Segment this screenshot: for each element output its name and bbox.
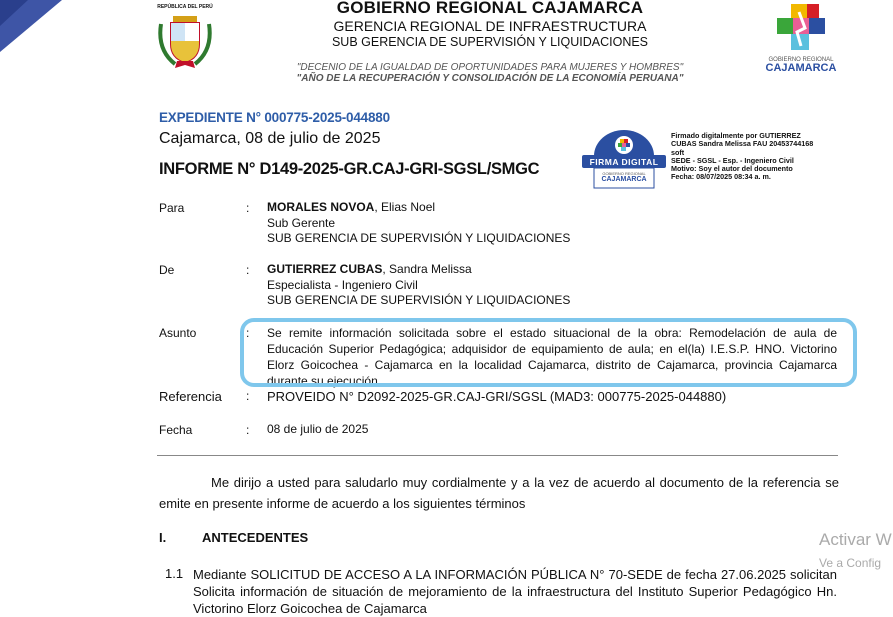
fecha-colon: :: [246, 423, 250, 437]
asunto-text: Se remite información solicitada sobre el estado situacional de la obra: Remodelación de aula de Educación Superior Pedagógica; adquisidor de equipamiento de aula; en el(la) I.E.S.P. HNO. Victorino Elorz Goicochea - Cajamarca en la localidad Cajamarca, distrito de Cajamarca, provincia Cajamarca durante su ejecución.: [267, 326, 837, 388]
de-name-rest: , Sandra Melissa: [382, 262, 472, 276]
city-date: Cajamarca, 08 de julio de 2025: [159, 130, 381, 147]
badge-label: FIRMA DIGITAL: [589, 157, 659, 167]
para-colon: :: [246, 201, 250, 215]
peru-coat-of-arms-logo: [155, 4, 215, 72]
digital-signature-badge: [580, 128, 668, 190]
badge-sub-1: GOBIERNO REGIONAL: [602, 171, 646, 176]
header-slogan-2: "AÑO DE LA RECUPERACIÓN Y CONSOLIDACIÓN DE LA ECONOMÍA PERUANA": [296, 73, 684, 84]
para-label: Para: [159, 201, 185, 215]
para-value: [267, 200, 570, 247]
de-position: Especialista - Ingeniero Civil: [267, 277, 418, 292]
item-number: 1.1: [165, 566, 184, 581]
digital-signature-text: [671, 132, 851, 182]
section-title: ANTECEDENTES: [202, 530, 309, 545]
asunto-label: Asunto: [159, 326, 197, 340]
header-subtitle-1: GERENCIA REGIONAL DE INFRAESTRUCTURA: [333, 18, 647, 34]
de-value: [267, 262, 570, 309]
referencia-label: Referencia: [159, 389, 222, 404]
divider: [157, 455, 838, 456]
para-position: Sub Gerente: [267, 215, 336, 230]
cajamarca-cross-icon: [771, 2, 831, 54]
intro-paragraph: [159, 472, 839, 514]
asunto-highlight-outline: [240, 318, 857, 387]
signature-line: soft: [671, 147, 685, 157]
activation-watermark-line2: Ve a Config: [819, 556, 882, 570]
para-name-bold: MORALES NOVOA: [267, 200, 375, 214]
expediente-number: EXPEDIENTE N° 000775-2025-044880: [159, 110, 390, 125]
right-logo-line1: GOBIERNO REGIONAL: [768, 57, 834, 63]
para-office: SUB GERENCIA DE SUPERVISIÓN Y LIQUIDACIONES: [267, 231, 571, 245]
intro-paragraph-text: Me dirijo a usted para saludarlo muy cordialmente y a la vez de acuerdo al documento de la referencia se emite en presente informe de acuerdo a los siguientes términos: [159, 475, 839, 511]
fecha-text: 08 de julio de 2025: [267, 422, 369, 436]
header-slogan-1: "DECENIO DE LA IGUALDAD DE OPORTUNIDADES PARA MUJERES Y HOMBRES": [296, 62, 684, 73]
signature-line: Firmado digitalmente por GUTIERREZ: [671, 131, 801, 140]
fecha-label: Fecha: [159, 423, 193, 437]
corner-decoration: [0, 0, 62, 58]
signature-line: CUBAS Sandra Melissa FAU 20453744168: [671, 139, 814, 149]
signature-line: Fecha: 08/07/2025 08:34 a. m.: [671, 172, 771, 182]
de-office: SUB GERENCIA DE SUPERVISIÓN Y LIQUIDACIONES: [267, 293, 571, 307]
signature-line: SEDE - SGSL - Esp. - Ingeniero Civil: [671, 155, 794, 165]
header-subtitle-2: SUB GERENCIA DE SUPERVISIÓN Y LIQUIDACIONES: [331, 35, 649, 49]
section-number: I.: [159, 530, 167, 545]
left-logo-caption: REPÚBLICA DEL PERÚ: [157, 4, 213, 10]
activation-watermark-line1: Activar W: [819, 530, 892, 549]
de-colon: :: [246, 263, 250, 277]
item-text: Mediante SOLICITUD DE ACCESO A LA INFORMACIÓN PÚBLICA N° 70-SEDE de fecha 27.06.2025 solicitan Solicita información de situación de mejoramiento de la infraestructura del Instituto Superior Pedagógico Hn. Victorino Elorz Goicochea de Cajamarca: [193, 567, 837, 616]
de-label: De: [159, 263, 175, 277]
badge-sub-2: CAJAMARCA: [601, 176, 647, 183]
informe-number: INFORME N° D149-2025-GR.CAJ-GRI-SGSL/SMGC: [159, 160, 540, 178]
signature-line: Motivo: Soy el autor del documento: [671, 164, 793, 174]
cajamarca-region-logo: [758, 2, 844, 76]
coat-of-arms-icon: [155, 10, 215, 70]
de-name-bold: GUTIERREZ CUBAS: [267, 262, 383, 276]
asunto-colon: :: [246, 326, 250, 340]
para-name-rest: , Elias Noel: [374, 200, 436, 214]
right-logo-line2: CAJAMARCA: [765, 62, 837, 74]
referencia-text: PROVEIDO N° D2092-2025-GR.CAJ-GRI/SGSL (MAD3: 000775-2025-044880): [267, 389, 727, 404]
header-title: GOBIERNO REGIONAL CAJAMARCA: [336, 0, 644, 17]
referencia-colon: :: [246, 389, 250, 403]
